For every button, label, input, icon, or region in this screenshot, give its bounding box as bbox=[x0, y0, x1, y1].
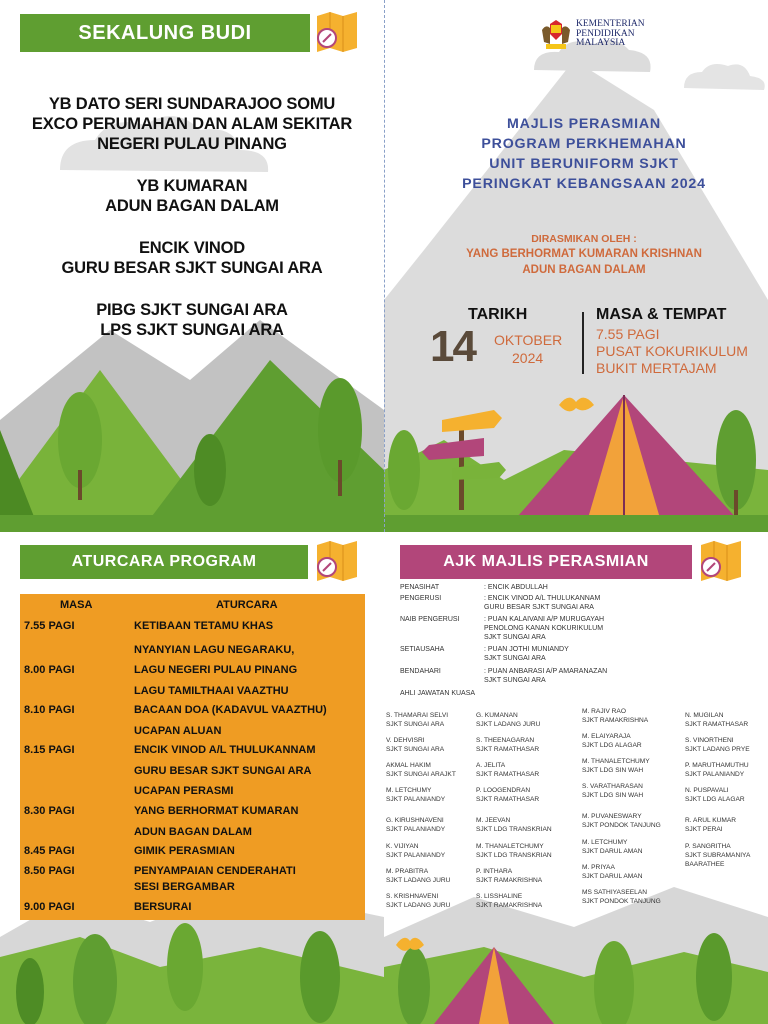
header-masa: MASA bbox=[60, 599, 93, 611]
member-school: SJKT LADANG JURU bbox=[386, 877, 451, 884]
venue-line: BUKIT MERTAJAM bbox=[596, 360, 717, 376]
event-time: 7.55 PAGI bbox=[596, 326, 660, 342]
member-school: SJKT PONDOK TANJUNG bbox=[582, 822, 661, 829]
committee-label: AHLI JAWATAN KUASA bbox=[400, 690, 476, 697]
member-school: SJKT RAMATHASAR bbox=[476, 746, 540, 753]
row-event: LAGU NEGERI PULAU PINANG bbox=[134, 664, 298, 676]
officer-role: SETIAUSAHA bbox=[400, 646, 445, 653]
panel-aturcara bbox=[0, 537, 384, 1024]
tree-shape bbox=[398, 947, 430, 1024]
member-entry bbox=[582, 707, 680, 725]
member-school: SJKT RAMATHASAR bbox=[476, 796, 540, 803]
member-name: P. LOOGENDRAN bbox=[476, 787, 531, 794]
member-school: SJKT LADANG JURU bbox=[476, 721, 541, 728]
member-entry bbox=[476, 892, 574, 910]
ack-line: LPS SJKT SUNGAI ARA bbox=[100, 321, 284, 339]
member-name: S. VARATHARASAN bbox=[582, 783, 643, 790]
member-name: K. VIJIYAN bbox=[386, 843, 419, 850]
member-entry bbox=[476, 786, 574, 804]
officer-role: NAIB PENGERUSI bbox=[400, 616, 460, 623]
member-school: SJKT LDG ALAGAR bbox=[685, 796, 745, 803]
officer-detail: GURU BESAR SJKT SUNGAI ARA bbox=[484, 604, 594, 611]
member-name: P. INTHARA bbox=[476, 868, 513, 875]
officers-list bbox=[384, 583, 684, 703]
row-event: GURU BESAR SJKT SUNGAI ARA bbox=[134, 765, 312, 777]
member-name: M. THANALETCHUMY bbox=[476, 843, 544, 850]
member-school: SJKT LDG SIN WAH bbox=[582, 792, 644, 799]
ack-line: NEGERI PULAU PINANG bbox=[97, 135, 287, 153]
ack-line: PIBG SJKT SUNGAI ARA bbox=[96, 301, 288, 319]
member-name: S. THEENAGARAN bbox=[476, 737, 535, 744]
member-entry bbox=[476, 842, 574, 860]
officer-name: : ENCIK VINOD A/L THULUKANNAM bbox=[484, 595, 601, 602]
row-event: ENCIK VINOD A/L THULUKANNAM bbox=[134, 744, 316, 756]
banner-sekalung-budi bbox=[20, 14, 310, 52]
banner-aturcara bbox=[20, 545, 308, 579]
coat-of-arms-logo bbox=[540, 18, 572, 52]
member-entry bbox=[476, 736, 574, 754]
row-event: UCAPAN PERASMI bbox=[134, 785, 234, 797]
ack-line: YB DATO SERI SUNDARAJOO SOMU bbox=[48, 95, 336, 113]
officer-detail: SJKT SUNGAI ARA bbox=[484, 677, 546, 684]
row-event: LAGU TAMILTHAAI VAAZTHU bbox=[134, 685, 289, 697]
member-name: S. LISSHALINE bbox=[476, 893, 523, 900]
member-name: R. ARUL KUMAR bbox=[685, 817, 737, 824]
member-name: P. SANGRITHA bbox=[685, 843, 731, 850]
officer-detail: SJKT SUNGAI ARA bbox=[484, 655, 546, 662]
member-entry bbox=[582, 782, 680, 800]
row-time: 8.15 PAGI bbox=[24, 744, 75, 756]
member-name: M. ELAIYARAJA bbox=[582, 733, 631, 740]
officer-name: : PUAN JOTHI MUNIANDY bbox=[484, 646, 569, 653]
signpost-shape bbox=[459, 420, 464, 510]
officer-role: PENASIHAT bbox=[400, 584, 440, 591]
officer-role: BENDAHARI bbox=[400, 668, 441, 675]
row-event: ADUN BAGAN DALAM bbox=[134, 826, 252, 838]
time-venue-details bbox=[596, 326, 748, 377]
member-school: SJKT LDG TRANSKRIAN bbox=[476, 826, 552, 833]
tree-shape bbox=[194, 434, 226, 506]
member-school: SJKT LADANG PRYE bbox=[685, 746, 750, 753]
member-school: SJKT DARUL AMAN bbox=[582, 848, 643, 855]
member-school: SJKT PONDOK TANJUNG bbox=[582, 898, 661, 905]
member-school: SJKT PALANIANDY bbox=[386, 796, 446, 803]
date-day: 14 bbox=[430, 322, 475, 371]
row-event: UCAPAN ALUAN bbox=[134, 725, 222, 737]
row-event: BERSURAI bbox=[134, 901, 192, 913]
member-entry bbox=[582, 863, 680, 881]
member-name: M. PRABITRA bbox=[386, 868, 429, 875]
time-venue-label: MASA & TEMPAT bbox=[596, 306, 727, 323]
officer-name: : ENCIK ABDULLAH bbox=[484, 584, 548, 591]
member-school: SJKT SUBRAMANIYA bbox=[685, 852, 751, 859]
member-name: M. RAJIV RAO bbox=[582, 708, 626, 715]
banner-title: AJK MAJLIS PERASMIAN bbox=[443, 553, 649, 570]
row-time: 8.00 PAGI bbox=[24, 664, 75, 676]
panel-ajk bbox=[384, 537, 768, 1024]
member-name: MS SATHIYASEELAN bbox=[582, 889, 647, 896]
row-time: 8.10 PAGI bbox=[24, 704, 75, 716]
member-entry bbox=[476, 867, 574, 885]
member-school: SJKT RAMATHASAR bbox=[476, 771, 540, 778]
panel-cover bbox=[384, 0, 768, 532]
member-name: S. THAMARAI SELVI bbox=[386, 712, 449, 719]
member-entry bbox=[386, 892, 484, 910]
ack-line: YB KUMARAN bbox=[136, 177, 248, 195]
member-school: SJKT RAMAKRISHNA bbox=[476, 877, 543, 884]
row-event: KETIBAAN TETAMU KHAS bbox=[134, 620, 274, 632]
ministry-name bbox=[576, 20, 645, 49]
member-entry bbox=[476, 761, 574, 779]
event-title bbox=[412, 114, 756, 194]
member-entry bbox=[582, 812, 680, 830]
tree-shape bbox=[300, 931, 340, 1023]
committee-members bbox=[384, 708, 768, 911]
date-label: TARIKH bbox=[468, 306, 528, 323]
header-aturcara: ATURCARA bbox=[216, 599, 278, 611]
member-name: G. KUMANAN bbox=[476, 712, 518, 719]
member-entry bbox=[582, 757, 680, 775]
ministry-line: MALAYSIA bbox=[576, 38, 626, 48]
officer-detail: PENOLONG KANAN KOKURIKULUM bbox=[484, 625, 604, 632]
member-entry bbox=[386, 786, 484, 804]
member-school: BAARATHEE bbox=[685, 861, 725, 868]
member-entry bbox=[476, 711, 574, 729]
row-event: BACAAN DOA (KADAVUL VAAZTHU) bbox=[134, 704, 327, 716]
member-name: M. LETCHUMY bbox=[582, 839, 628, 846]
row-time: 8.50 PAGI bbox=[24, 865, 75, 877]
member-name: A. JELITA bbox=[476, 762, 506, 769]
tree-shape bbox=[16, 958, 44, 1024]
member-school: SJKT DARUL AMAN bbox=[582, 873, 643, 880]
member-name: M. PUVANESWARY bbox=[582, 813, 642, 820]
member-entry bbox=[386, 816, 484, 834]
member-school: SJKT RAMAKRISHNA bbox=[476, 902, 543, 909]
member-school: SJKT SUNGAI ARA bbox=[386, 721, 445, 728]
map-compass-icon bbox=[313, 537, 365, 587]
member-name: AKMAL HAKIM bbox=[386, 762, 431, 769]
member-school: SJKT PALANIANDY bbox=[386, 852, 446, 859]
venue-line: PUSAT KOKURIKULUM bbox=[596, 343, 748, 359]
row-time: 7.55 PAGI bbox=[24, 620, 75, 632]
row-event: NYANYIAN LAGU NEGARAKU, bbox=[134, 644, 295, 656]
member-school: SJKT RAMATHASAR bbox=[685, 721, 749, 728]
officiated-label: DIRASMIKAN OLEH : bbox=[531, 233, 637, 245]
member-name: M. LETCHUMY bbox=[386, 787, 432, 794]
member-name: S. VINORTHENI bbox=[685, 737, 734, 744]
member-school: SJKT LDG TRANSKRIAN bbox=[476, 852, 552, 859]
member-school: SJKT SUNGAI ARA bbox=[386, 746, 445, 753]
title-line: PROGRAM PERKHEMAHAN bbox=[481, 136, 687, 152]
member-entry bbox=[582, 888, 680, 906]
member-name: N. PUSPAVALI bbox=[685, 787, 729, 794]
banner-title: ATURCARA PROGRAM bbox=[71, 553, 257, 570]
member-school: SJKT PALANIANDY bbox=[386, 826, 446, 833]
acknowledgement-list bbox=[0, 94, 384, 340]
map-compass-icon bbox=[697, 537, 749, 587]
member-entry bbox=[582, 732, 680, 750]
ministry-line: KEMENTERIAN bbox=[576, 19, 645, 29]
member-name: M. JEEVAN bbox=[476, 817, 511, 824]
officer-role: PENGERUSI bbox=[400, 595, 442, 602]
tree-shape bbox=[388, 430, 420, 510]
member-name: M. THANALETCHUMY bbox=[582, 758, 650, 765]
row-event: GIMIK PERASMIAN bbox=[134, 845, 235, 857]
member-entry bbox=[386, 711, 484, 729]
row-event: PENYAMPAIAN CENDERAHATI bbox=[134, 865, 296, 877]
member-school: SJKT LDG ALAGAR bbox=[582, 742, 642, 749]
member-entry bbox=[685, 786, 767, 804]
member-entry bbox=[685, 711, 767, 729]
tree-shape bbox=[167, 923, 203, 1011]
row-time: 9.00 PAGI bbox=[24, 901, 75, 913]
member-entry bbox=[685, 842, 767, 869]
row-time: 8.30 PAGI bbox=[24, 805, 75, 817]
member-school: SJKT RAMAKRISHNA bbox=[582, 717, 649, 724]
officiated-title: ADUN BAGAN DALAM bbox=[522, 264, 646, 276]
member-school: SJKT LDG SIN WAH bbox=[582, 767, 644, 774]
row-event: YANG BERHORMAT KUMARAN bbox=[134, 805, 299, 817]
officiated-name: YANG BERHORMAT KUMARAN KRISHNAN bbox=[466, 248, 702, 260]
member-entry bbox=[386, 867, 484, 885]
member-entry bbox=[476, 816, 574, 834]
title-line: MAJLIS PERASMIAN bbox=[507, 116, 661, 132]
row-event: SESI BERGAMBAR bbox=[134, 881, 235, 893]
member-entry bbox=[685, 761, 767, 779]
member-entry bbox=[685, 816, 767, 834]
panel-sekalung-budi bbox=[0, 0, 384, 532]
tree-shape bbox=[696, 933, 732, 1021]
member-entry bbox=[582, 838, 680, 856]
member-name: N. MUGILAN bbox=[685, 712, 724, 719]
ack-line: ADUN BAGAN DALAM bbox=[105, 197, 279, 215]
member-entry bbox=[685, 736, 767, 754]
banner-title: SEKALUNG BUDI bbox=[78, 21, 252, 44]
member-name: G. KIRUSHNAVENI bbox=[386, 817, 444, 824]
officer-name: : PUAN ANBARASI A/P AMARANAZAN bbox=[484, 668, 608, 675]
member-name: M. PRIYAA bbox=[582, 864, 615, 871]
date-year: 2024 bbox=[512, 350, 544, 366]
row-time: 8.45 PAGI bbox=[24, 845, 75, 857]
ack-line: EXCO PERUMAHAN DAN ALAM SEKITAR bbox=[31, 115, 353, 133]
banner-ajk bbox=[400, 545, 692, 579]
ack-line: ENCIK VINOD bbox=[139, 239, 245, 257]
member-name: V. DEHVISRI bbox=[386, 737, 425, 744]
member-school: SJKT SUNGAI ARAJKT bbox=[386, 771, 456, 778]
member-name: P. MARUTHAMUTHU bbox=[685, 762, 749, 769]
member-school: SJKT PERAI bbox=[685, 826, 723, 833]
member-entry bbox=[386, 761, 484, 779]
ack-line: GURU BESAR SJKT SUNGAI ARA bbox=[61, 259, 323, 277]
member-entry bbox=[386, 842, 484, 860]
officer-name: : PUAN KALAIVANI A/P MURUGAYAH bbox=[484, 616, 605, 623]
map-compass-icon bbox=[313, 8, 365, 58]
officiated-section bbox=[412, 232, 756, 278]
date-month: OKTOBER bbox=[494, 332, 563, 348]
title-line: PERINGKAT KEBANGSAAN 2024 bbox=[462, 176, 706, 192]
member-school: SJKT LADANG JURU bbox=[386, 902, 451, 909]
ministry-line: PENDIDIKAN bbox=[576, 28, 635, 39]
member-school: SJKT PALANIANDY bbox=[685, 771, 745, 778]
member-name: S. KRISHNAVENI bbox=[386, 893, 439, 900]
officer-detail: SJKT SUNGAI ARA bbox=[484, 634, 546, 641]
table-header bbox=[20, 594, 365, 616]
date-divider bbox=[582, 312, 584, 374]
member-entry bbox=[386, 736, 484, 754]
title-line: UNIT BERUNIFORM SJKT bbox=[489, 156, 679, 172]
program-schedule-table bbox=[20, 594, 365, 920]
fold-line bbox=[384, 0, 385, 532]
